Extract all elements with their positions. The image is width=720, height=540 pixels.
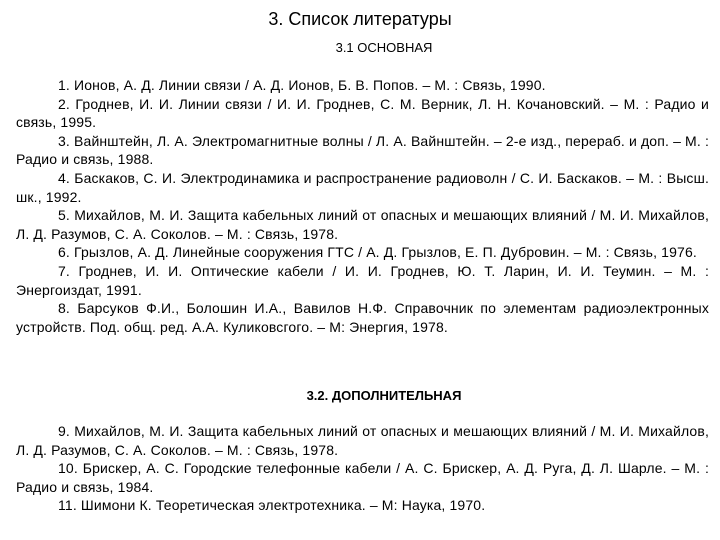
reference-list-additional <box>16 422 709 515</box>
reference-entry: 4. Баскаков, С. И. Электродинамика и распространение радиоволн / С. И. Баскаков. – М. : Высш. шк., 1992. <box>16 169 709 205</box>
reference-entry: 11. Шимони К. Теоретическая электротехника. – М: Наука, 1970. <box>58 497 486 514</box>
reference-entry: 2. Гроднев, И. И. Линии связи / И. И. Гроднев, С. М. Верник, Л. Н. Кочановский. – М. : Радио и связь, 1995. <box>16 95 709 131</box>
reference-entry: 10. Брискер, А. С. Городские телефонные кабели / А. С. Брискер, А. Д. Руга, Д. Л. Шарле. – М. : Радио и связь, 1984. <box>16 460 709 495</box>
reference-entry: 6. Грызлов, А. Д. Линейные сооружения ГТС / А. Д. Грызлов, Е. П. Дубровин. – М. : Связь, 1976. <box>58 244 697 261</box>
reference-entry: 8. Барсуков Ф.И., Болошин И.А., Вавилов Н.Ф. Справочник по элементам радиоэлектронных устройств. Под. общ. ред. А.А. Куликовсгого. – М: Энергия, 1978. <box>16 300 709 335</box>
reference-entry: 7. Гроднев, И. И. Оптические кабели / И. И. Гроднев, Ю. Т. Ларин, И. И. Теумин. – М. : Энергоиздат, 1991. <box>16 262 709 298</box>
reference-entry: 1. Ионов, А. Д. Линии связи / А. Д. Ионов, Б. В. Попов. – М. : Связь, 1990. <box>58 77 546 93</box>
section-heading-additional: 3.2. ДОПОЛНИТЕЛЬНАЯ <box>306 388 462 403</box>
reference-entry: 9. Михайлов, М. И. Защита кабельных линий от опасных и мешающих влияний / М. И. Михайлов, Л. Д. Разумов, С. А. Соколов. – М. : Связь, 1978. <box>16 423 709 458</box>
reference-list-main <box>16 76 709 336</box>
reference-entry: 5. Михайлов, М. И. Защита кабельных линий от опасных и мешающих влияний / М. И. Михайлов, Л. Д. Разумов, С. А. Соколов. – М. : Связь, 1978. <box>16 207 709 242</box>
section-heading-main: 3.1 ОСНОВНАЯ <box>335 40 433 55</box>
reference-entry: 3. Вайнштейн, Л. А. Электромагнитные волны / Л. А. Вайнштейн. – 2-е изд., перераб. и доп. – М. : Радио и связь, 1988. <box>16 132 709 168</box>
page-title: 3. Список литературы <box>268 9 452 29</box>
